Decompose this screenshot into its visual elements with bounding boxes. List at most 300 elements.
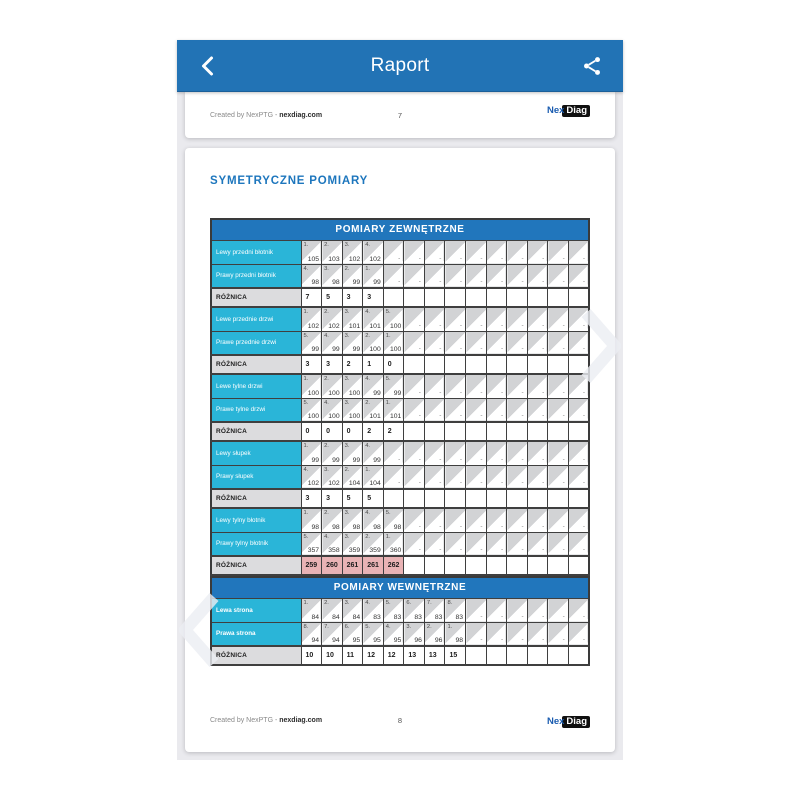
measurement-cell: 2. 100: [322, 374, 343, 398]
difference-alert-cell: 259: [301, 556, 322, 575]
empty-difference-cell: [568, 422, 589, 441]
measurement-cell: 4. 83: [363, 598, 384, 622]
empty-measurement-cell: -: [424, 532, 445, 556]
empty-difference-cell: [527, 288, 548, 307]
empty-difference-cell: [527, 355, 548, 374]
row-label: RÓŻNICA: [211, 355, 301, 374]
empty-difference-cell: [404, 489, 425, 508]
empty-measurement-cell: -: [507, 331, 528, 355]
empty-difference-cell: [404, 288, 425, 307]
measurement-cell: 2. 359: [363, 532, 384, 556]
empty-measurement-cell: -: [466, 374, 487, 398]
row-label: Prawe tylne drzwi: [211, 398, 301, 422]
empty-measurement-cell: -: [507, 508, 528, 532]
empty-measurement-cell: -: [486, 622, 507, 646]
empty-measurement-cell: -: [507, 622, 528, 646]
empty-measurement-cell: -: [548, 331, 569, 355]
page-number: 8: [397, 715, 403, 725]
empty-measurement-cell: -: [548, 307, 569, 331]
empty-difference-cell: [507, 288, 528, 307]
page-footer: [185, 710, 615, 730]
empty-measurement-cell: -: [507, 465, 528, 489]
row-label: RÓŻNICA: [211, 422, 301, 441]
empty-difference-cell: [568, 489, 589, 508]
table-row: [211, 288, 589, 307]
measurement-cell: 8. 83: [445, 598, 466, 622]
empty-difference-cell: [548, 489, 569, 508]
measurement-cell: 5. 98: [383, 508, 404, 532]
measurement-cell: 1. 98: [445, 622, 466, 646]
measurement-cell: 3. 99: [342, 331, 363, 355]
footer-credit: Created by NexPTG - nexdiag.com: [210, 111, 323, 119]
empty-difference-cell: [568, 556, 589, 575]
row-label: Lewy tylny błotnik: [211, 508, 301, 532]
empty-difference-cell: [507, 489, 528, 508]
measurement-cell: 3. 96: [404, 622, 425, 646]
measurement-cell: 3. 100: [342, 398, 363, 422]
table-row: [211, 441, 589, 465]
difference-alert-cell: 261: [342, 556, 363, 575]
row-label: Lewe przednie drzwi: [211, 307, 301, 331]
measurement-cell: 4. 102: [363, 240, 384, 264]
table-row: [211, 374, 589, 398]
table-row: [211, 264, 589, 288]
measurement-cell: 5. 357: [301, 532, 322, 556]
empty-measurement-cell: -: [424, 331, 445, 355]
share-icon: [581, 55, 603, 77]
measurement-cell: 3. 359: [342, 532, 363, 556]
empty-difference-cell: [548, 288, 569, 307]
measurement-cell: 2. 103: [322, 240, 343, 264]
difference-cell: 0: [322, 422, 343, 441]
empty-measurement-cell: -: [568, 398, 589, 422]
measurement-cell: 5. 83: [383, 598, 404, 622]
row-label: Lewy słupek: [211, 441, 301, 465]
measurement-cell: 2. 104: [342, 465, 363, 489]
measurement-cell: 3. 84: [342, 598, 363, 622]
measurement-cell: 4. 101: [363, 307, 384, 331]
measurement-cell: 5. 95: [363, 622, 384, 646]
nexdiag-logo: Nex Diag: [547, 100, 590, 118]
difference-cell: 15: [445, 646, 466, 665]
empty-measurement-cell: -: [486, 598, 507, 622]
empty-measurement-cell: -: [568, 331, 589, 355]
measurement-cell: 4. 98: [363, 508, 384, 532]
table-row: [211, 646, 589, 665]
empty-measurement-cell: -: [404, 398, 425, 422]
empty-measurement-cell: -: [548, 622, 569, 646]
row-label: Prawy tylny błotnik: [211, 532, 301, 556]
empty-measurement-cell: -: [424, 240, 445, 264]
measurement-cell: 5. 99: [301, 331, 322, 355]
empty-measurement-cell: -: [466, 532, 487, 556]
empty-measurement-cell: -: [568, 374, 589, 398]
empty-difference-cell: [548, 556, 569, 575]
share-button[interactable]: [577, 51, 607, 81]
app-bar-title: Raport: [370, 54, 430, 76]
empty-difference-cell: [486, 288, 507, 307]
measurement-cell: 1. 100: [301, 374, 322, 398]
empty-difference-cell: [424, 422, 445, 441]
empty-measurement-cell: -: [404, 532, 425, 556]
empty-measurement-cell: -: [568, 622, 589, 646]
empty-measurement-cell: -: [507, 398, 528, 422]
empty-measurement-cell: -: [568, 508, 589, 532]
empty-measurement-cell: -: [445, 508, 466, 532]
empty-measurement-cell: -: [466, 622, 487, 646]
difference-cell: 10: [322, 646, 343, 665]
table-row: [211, 398, 589, 422]
measurement-cell: 1. 98: [301, 508, 322, 532]
empty-measurement-cell: -: [486, 398, 507, 422]
table-row: [211, 489, 589, 508]
empty-difference-cell: [507, 556, 528, 575]
empty-measurement-cell: -: [383, 465, 404, 489]
empty-measurement-cell: -: [404, 374, 425, 398]
row-label: Prawe przednie drzwi: [211, 331, 301, 355]
difference-cell: 12: [383, 646, 404, 665]
row-label: RÓŻNICA: [211, 288, 301, 307]
empty-difference-cell: [568, 646, 589, 665]
empty-measurement-cell: -: [486, 240, 507, 264]
empty-difference-cell: [445, 489, 466, 508]
empty-measurement-cell: -: [548, 374, 569, 398]
measurement-cell: 4. 358: [322, 532, 343, 556]
difference-cell: 0: [342, 422, 363, 441]
measurement-cell: 3. 98: [322, 264, 343, 288]
difference-cell: 3: [322, 489, 343, 508]
empty-measurement-cell: -: [548, 398, 569, 422]
empty-difference-cell: [466, 646, 487, 665]
measurements-grid: [210, 218, 590, 576]
empty-measurement-cell: -: [527, 398, 548, 422]
empty-measurement-cell: -: [445, 307, 466, 331]
table-row: [211, 622, 589, 646]
difference-alert-cell: 261: [363, 556, 384, 575]
empty-difference-cell: [383, 288, 404, 307]
footer-credit: Created by NexPTG - nexdiag.com: [210, 716, 323, 724]
measurement-cell: 3. 98: [342, 508, 363, 532]
empty-measurement-cell: -: [404, 264, 425, 288]
report-scroll-area[interactable]: [177, 92, 623, 760]
empty-measurement-cell: -: [568, 532, 589, 556]
empty-difference-cell: [486, 489, 507, 508]
row-label: RÓŻNICA: [211, 489, 301, 508]
empty-measurement-cell: -: [466, 264, 487, 288]
empty-difference-cell: [507, 355, 528, 374]
empty-difference-cell: [568, 288, 589, 307]
empty-difference-cell: [486, 355, 507, 374]
difference-cell: 2: [383, 422, 404, 441]
table-row: [211, 422, 589, 441]
measurement-cell: 1. 105: [301, 240, 322, 264]
difference-alert-cell: 262: [383, 556, 404, 575]
empty-difference-cell: [527, 556, 548, 575]
measurement-cell: 1. 102: [301, 307, 322, 331]
page-number: 7: [397, 110, 403, 120]
table-row: [211, 331, 589, 355]
nexdiag-logo: Nex Diag: [547, 711, 590, 729]
difference-cell: 0: [301, 422, 322, 441]
empty-measurement-cell: -: [445, 532, 466, 556]
empty-measurement-cell: -: [507, 240, 528, 264]
table-row: [211, 508, 589, 532]
row-label: RÓŻNICA: [211, 556, 301, 575]
measurement-cell: 2. 99: [342, 264, 363, 288]
table-row: [211, 307, 589, 331]
measurement-cell: 2. 99: [322, 441, 343, 465]
empty-measurement-cell: -: [527, 331, 548, 355]
table-title: POMIARY WEWNĘTRZNE: [211, 577, 589, 598]
empty-measurement-cell: -: [507, 264, 528, 288]
empty-measurement-cell: -: [527, 622, 548, 646]
empty-measurement-cell: -: [548, 532, 569, 556]
empty-measurement-cell: -: [568, 598, 589, 622]
row-label: Prawy słupek: [211, 465, 301, 489]
difference-cell: 3: [322, 355, 343, 374]
empty-measurement-cell: -: [568, 307, 589, 331]
empty-difference-cell: [424, 556, 445, 575]
empty-measurement-cell: -: [568, 264, 589, 288]
empty-difference-cell: [404, 355, 425, 374]
measurement-cell: 1. 101: [383, 398, 404, 422]
measurement-cell: 4. 98: [301, 264, 322, 288]
measurement-tables: [210, 218, 590, 666]
measurement-cell: 2. 100: [363, 331, 384, 355]
measurement-cell: 4. 100: [322, 398, 343, 422]
measurement-cell: 3. 102: [342, 240, 363, 264]
prev-page-arrow-watermark[interactable]: [179, 590, 219, 670]
empty-measurement-cell: -: [383, 264, 404, 288]
row-label: RÓŻNICA: [211, 646, 301, 665]
empty-measurement-cell: -: [424, 374, 445, 398]
measurement-cell: 5. 100: [383, 307, 404, 331]
difference-cell: 2: [342, 355, 363, 374]
empty-measurement-cell: -: [404, 307, 425, 331]
empty-measurement-cell: -: [445, 465, 466, 489]
empty-measurement-cell: -: [548, 508, 569, 532]
empty-measurement-cell: -: [548, 441, 569, 465]
report-page-8: [185, 148, 615, 752]
empty-measurement-cell: -: [486, 441, 507, 465]
measurement-cell: 1. 360: [383, 532, 404, 556]
empty-difference-cell: [548, 646, 569, 665]
empty-measurement-cell: -: [507, 441, 528, 465]
section-heading: SYMETRYCZNE POMIARY: [210, 175, 369, 187]
measurement-cell: 4. 99: [322, 331, 343, 355]
empty-measurement-cell: -: [507, 598, 528, 622]
empty-difference-cell: [466, 422, 487, 441]
page-footer: [185, 92, 615, 125]
empty-measurement-cell: -: [424, 307, 445, 331]
empty-measurement-cell: -: [507, 307, 528, 331]
empty-difference-cell: [486, 422, 507, 441]
empty-measurement-cell: -: [548, 264, 569, 288]
difference-cell: 5: [363, 489, 384, 508]
empty-measurement-cell: -: [466, 398, 487, 422]
empty-difference-cell: [404, 422, 425, 441]
report-viewer-app: [177, 40, 623, 760]
report-page-7: [185, 92, 615, 138]
empty-difference-cell: [527, 646, 548, 665]
row-label: Lewa strona: [211, 598, 301, 622]
measurement-cell: 4. 95: [383, 622, 404, 646]
empty-measurement-cell: -: [527, 264, 548, 288]
measurement-cell: 6. 83: [404, 598, 425, 622]
empty-measurement-cell: -: [527, 508, 548, 532]
row-label: Lewy przedni błotnik: [211, 240, 301, 264]
empty-measurement-cell: -: [486, 264, 507, 288]
empty-measurement-cell: -: [424, 398, 445, 422]
empty-difference-cell: [466, 556, 487, 575]
measurement-cell: 4. 99: [363, 441, 384, 465]
empty-measurement-cell: -: [383, 240, 404, 264]
empty-difference-cell: [527, 489, 548, 508]
empty-measurement-cell: -: [466, 598, 487, 622]
empty-measurement-cell: -: [445, 374, 466, 398]
table-row: [211, 532, 589, 556]
measurement-cell: 4. 102: [301, 465, 322, 489]
empty-measurement-cell: -: [404, 240, 425, 264]
empty-measurement-cell: -: [548, 240, 569, 264]
measurement-cell: 1. 100: [383, 331, 404, 355]
empty-measurement-cell: -: [527, 441, 548, 465]
empty-difference-cell: [424, 355, 445, 374]
difference-cell: 13: [404, 646, 425, 665]
empty-measurement-cell: -: [466, 307, 487, 331]
empty-measurement-cell: -: [383, 441, 404, 465]
measurement-cell: 1. 99: [301, 441, 322, 465]
measurement-cell: 8. 94: [301, 622, 322, 646]
difference-cell: 3: [301, 355, 322, 374]
difference-alert-cell: 260: [322, 556, 343, 575]
measurement-cell: 6. 95: [342, 622, 363, 646]
empty-difference-cell: [527, 422, 548, 441]
measurement-cell: 4. 99: [363, 374, 384, 398]
row-label: Lewe tylne drzwi: [211, 374, 301, 398]
difference-cell: 3: [342, 288, 363, 307]
measurement-cell: 1. 84: [301, 598, 322, 622]
difference-cell: 3: [301, 489, 322, 508]
measurement-cell: 1. 99: [363, 264, 384, 288]
empty-measurement-cell: -: [527, 465, 548, 489]
empty-difference-cell: [445, 422, 466, 441]
empty-measurement-cell: -: [404, 331, 425, 355]
empty-measurement-cell: -: [445, 398, 466, 422]
row-label: Prawy przedni błotnik: [211, 264, 301, 288]
empty-measurement-cell: -: [527, 374, 548, 398]
empty-measurement-cell: -: [568, 465, 589, 489]
difference-cell: 13: [424, 646, 445, 665]
back-chevron-icon: [197, 54, 221, 78]
empty-measurement-cell: -: [527, 240, 548, 264]
measurement-cell: 2. 84: [322, 598, 343, 622]
empty-measurement-cell: -: [568, 441, 589, 465]
empty-difference-cell: [466, 355, 487, 374]
empty-measurement-cell: -: [507, 374, 528, 398]
empty-difference-cell: [404, 556, 425, 575]
empty-measurement-cell: -: [424, 465, 445, 489]
empty-difference-cell: [424, 288, 445, 307]
table-row: [211, 240, 589, 264]
app-bar: [177, 40, 623, 92]
empty-measurement-cell: -: [486, 508, 507, 532]
measurement-cell: 1. 104: [363, 465, 384, 489]
empty-measurement-cell: -: [486, 374, 507, 398]
empty-measurement-cell: -: [424, 441, 445, 465]
empty-difference-cell: [383, 489, 404, 508]
empty-difference-cell: [507, 422, 528, 441]
empty-difference-cell: [486, 646, 507, 665]
empty-measurement-cell: -: [486, 331, 507, 355]
empty-difference-cell: [507, 646, 528, 665]
empty-measurement-cell: -: [466, 508, 487, 532]
empty-difference-cell: [486, 556, 507, 575]
empty-difference-cell: [445, 355, 466, 374]
measurement-cell: 7. 94: [322, 622, 343, 646]
next-page-arrow-watermark[interactable]: [581, 306, 621, 386]
empty-measurement-cell: -: [527, 532, 548, 556]
empty-measurement-cell: -: [466, 465, 487, 489]
difference-cell: 2: [363, 422, 384, 441]
measurement-cell: 2. 98: [322, 508, 343, 532]
difference-cell: 1: [363, 355, 384, 374]
measurement-cell: 2. 96: [424, 622, 445, 646]
empty-measurement-cell: -: [486, 465, 507, 489]
table-title: POMIARY ZEWNĘTRZNE: [211, 219, 589, 240]
internal-measurements-table: [210, 576, 590, 666]
empty-measurement-cell: -: [404, 441, 425, 465]
empty-measurement-cell: -: [527, 598, 548, 622]
measurement-cell: 5. 100: [301, 398, 322, 422]
measurement-cell: 3. 100: [342, 374, 363, 398]
empty-measurement-cell: -: [404, 508, 425, 532]
measurement-cell: 5. 99: [383, 374, 404, 398]
row-label: Prawa strona: [211, 622, 301, 646]
empty-difference-cell: [466, 489, 487, 508]
measurement-cell: 2. 102: [322, 307, 343, 331]
measurement-cell: 2. 101: [363, 398, 384, 422]
difference-cell: 5: [342, 489, 363, 508]
table-row: [211, 465, 589, 489]
empty-measurement-cell: -: [548, 598, 569, 622]
empty-measurement-cell: -: [486, 307, 507, 331]
external-measurements-table: [210, 218, 590, 576]
empty-difference-cell: [466, 288, 487, 307]
empty-difference-cell: [424, 489, 445, 508]
empty-difference-cell: [548, 422, 569, 441]
empty-measurement-cell: -: [507, 532, 528, 556]
empty-measurement-cell: -: [548, 465, 569, 489]
difference-cell: 10: [301, 646, 322, 665]
empty-measurement-cell: -: [445, 331, 466, 355]
empty-measurement-cell: -: [445, 240, 466, 264]
table-row: [211, 556, 589, 575]
measurements-grid: [210, 576, 590, 666]
empty-measurement-cell: -: [445, 441, 466, 465]
empty-difference-cell: [548, 355, 569, 374]
measurement-cell: 3. 99: [342, 441, 363, 465]
empty-measurement-cell: -: [466, 331, 487, 355]
difference-cell: 0: [383, 355, 404, 374]
difference-cell: 3: [363, 288, 384, 307]
difference-cell: 12: [363, 646, 384, 665]
empty-measurement-cell: -: [568, 240, 589, 264]
table-row: [211, 355, 589, 374]
empty-measurement-cell: -: [445, 264, 466, 288]
empty-measurement-cell: -: [424, 264, 445, 288]
back-button[interactable]: [193, 50, 225, 82]
